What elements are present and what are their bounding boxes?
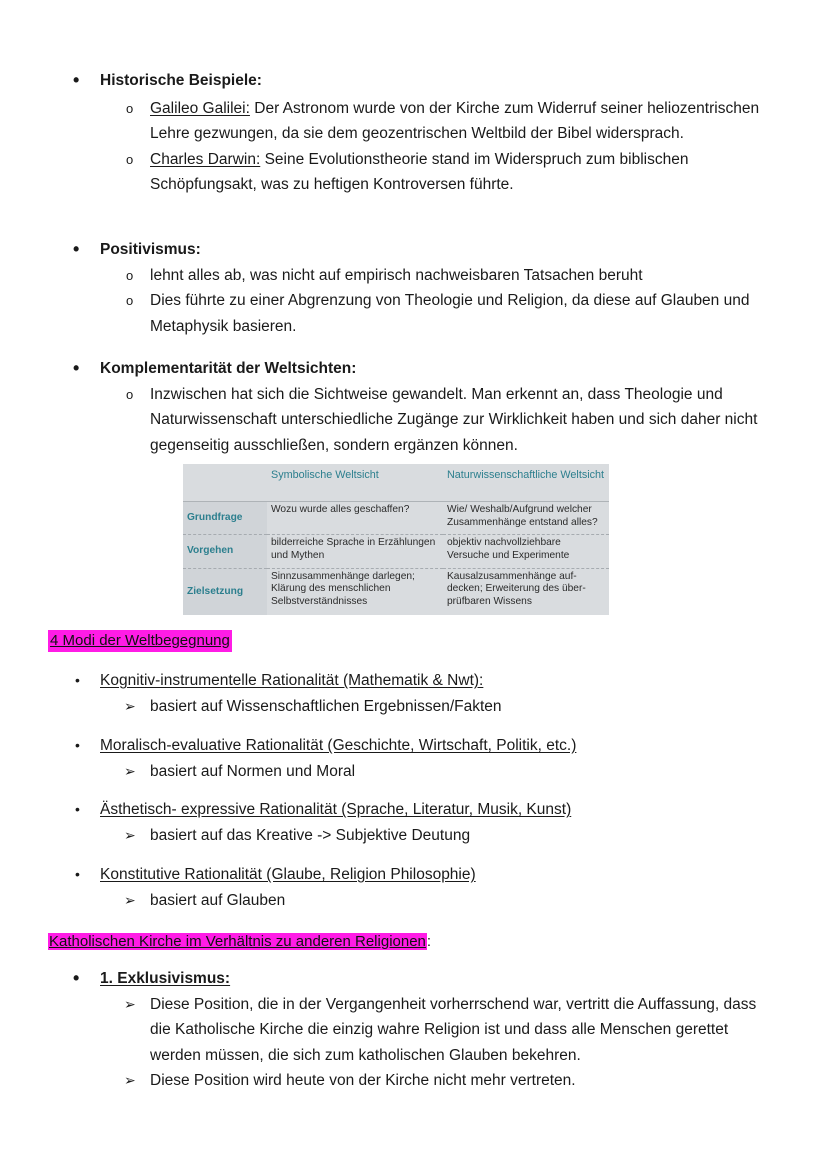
church-heading-suffix: : (426, 933, 432, 950)
table-cell: Kausalzusammenhänge auf-decken; Erweiterung des über-prüfbaren Wissens (447, 570, 586, 607)
positivism-title: • Positivismus: (0, 237, 828, 263)
table-row (183, 535, 609, 568)
table-row-label: Zielsetzung (183, 568, 267, 615)
table-cell: Wie/ Weshalb/Aufgrund welcher Zusammenhänge entstand alles? (443, 502, 609, 535)
modi-item (0, 797, 828, 848)
table-row (183, 568, 609, 615)
section-exclusivism (0, 966, 828, 1094)
worldview-table (183, 464, 609, 615)
modi-item-detail: ➢ basiert auf Normen und Moral (0, 759, 828, 785)
modi-item-detail: ➢ basiert auf Glauben (0, 888, 828, 914)
table-row-label: Vorgehen (183, 535, 267, 568)
complementarity-title: • Komplementarität der Weltsichten: (0, 356, 828, 382)
exclusivism-item: ➢ Diese Position wird heute von der Kirche nicht mehr vertreten. (0, 1068, 828, 1094)
complementarity-item: o Inzwischen hat sich die Sichtweise gewandelt. Man erkennt an, dass Theologie und Naturwissenschaft unterschiedliche Zugänge zur Wirklichkeit haben und sich daher nicht gegenseitig ausschließen, sondern ergänzen können. (0, 382, 828, 459)
historical-title: • Historische Beispiele: (0, 68, 828, 94)
historical-item-darwin (0, 147, 828, 198)
modi-item-title: • Ästhetisch- expressive Rationalität (Sprache, Literatur, Musik, Kunst) (0, 797, 828, 823)
darwin-text: Seine Evolutionstheorie stand im Widerspruch zum biblischen Schöpfungsakt, was zu heftigen Kontroversen führte. (150, 150, 689, 193)
table-header-symbolic: Symbolische Weltsicht (267, 464, 443, 502)
galileo-text: Der Astronom wurde von der Kirche zum Widerruf seiner heliozentrischen Lehre gezwungen, da sie dem geozentrischen Weltbild der Bibel widersprach. (150, 99, 760, 142)
modi-heading: 4 Modi der Weltbegegnung (48, 630, 232, 652)
exclusivism-title: • 1. Exklusivismus: (0, 966, 828, 992)
modi-item-title: • Konstitutive Rationalität (Glaube, Religion Philosophie) (0, 862, 828, 888)
table-header-science: Naturwissenschaftliche Weltsicht (443, 464, 609, 502)
positivism-item: o lehnt alles ab, was nicht auf empirisch nachweisbaren Tatsachen beruht (0, 263, 828, 289)
modi-item-detail: ➢ basiert auf Wissenschaftlichen Ergebnissen/Fakten (0, 694, 828, 720)
church-heading: Katholischen Kirche im Verhältnis zu anderen Religionen (49, 933, 426, 950)
modi-item-detail: ➢ basiert auf das Kreative -> Subjektive Deutung (0, 823, 828, 849)
section-positivism (0, 237, 828, 339)
church-heading-line (48, 929, 431, 955)
positivism-item: o Dies führte zu einer Abgrenzung von Theologie und Religion, da diese auf Glauben und Metaphysik basieren. (0, 288, 828, 339)
table-cell: Wozu wurde alles geschaffen? (267, 502, 443, 535)
modi-item (0, 668, 828, 719)
table-cell: Sinnzusammenhänge darlegen; Klärung des menschlichen Selbstverständnisses (271, 570, 415, 607)
table-row-label: Grundfrage (183, 502, 267, 535)
exclusivism-item: ➢ Diese Position, die in der Vergangenheit vorherrschend war, vertritt die Auffassung, dass die Katholische Kirche die einzig wahre Religion ist und dass alle Menschen gerettet werden müssen, die sich zum katholischen Glauben bekehren. (0, 992, 828, 1069)
table-header-empty (183, 464, 267, 502)
table-cell: objektiv nachvollziehbare Versuche und Experimente (443, 535, 609, 568)
modi-item (0, 733, 828, 784)
modi-item-title: • Kognitiv-instrumentelle Rationalität (Mathematik & Nwt): (0, 668, 828, 694)
section-complementarity (0, 356, 828, 458)
modi-item (0, 862, 828, 913)
table-row (183, 502, 609, 535)
table-header-row (183, 464, 609, 502)
section-historical (0, 68, 828, 198)
historical-item-galileo (0, 96, 828, 147)
table-cell: bilderreiche Sprache in Erzählungen und Mythen (267, 535, 443, 568)
darwin-name: Charles Darwin: (150, 150, 261, 168)
galileo-name: Galileo Galilei: (150, 99, 250, 117)
modi-item-title: • Moralisch-evaluative Rationalität (Geschichte, Wirtschaft, Politik, etc.) (0, 733, 828, 759)
